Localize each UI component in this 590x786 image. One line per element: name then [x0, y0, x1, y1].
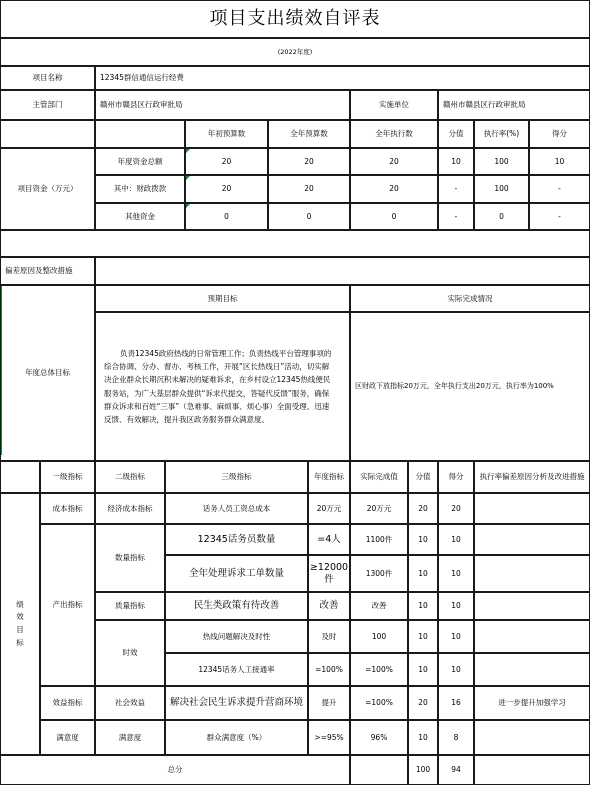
timely-row-2-l3: 12345话务人工接通率	[165, 653, 308, 686]
total-got: 94	[438, 755, 474, 785]
funds-label: 项目资金（万元）	[0, 148, 95, 230]
funds-row-total-score: 10	[438, 148, 474, 175]
cost-note	[474, 493, 590, 524]
funds-header-initial: 年初预算数	[185, 120, 268, 148]
quality-got: 10	[438, 592, 474, 620]
perf-header-target: 年度指标	[308, 461, 350, 493]
quantity-row-1-note	[474, 524, 590, 555]
funds-row-fiscal-got: -	[529, 175, 590, 203]
funds-row-other-initial: 0	[185, 203, 268, 230]
funds-row-fiscal-annual: 20	[268, 175, 350, 203]
timely-row-2-score: 10	[408, 653, 438, 686]
goals-expected-text	[95, 312, 350, 461]
funds-row-total-initial: 20	[185, 148, 268, 175]
funds-header-got: 得分	[529, 120, 590, 148]
funds-header-executed: 全年执行数	[350, 120, 438, 148]
benefit-l2: 社会效益	[95, 686, 165, 720]
expected-line: 反馈、有效解决，提升我区政务服务群众满意度。	[104, 414, 269, 424]
perf-header-actual: 实际完成值	[350, 461, 408, 493]
quantity-row-1-score: 10	[408, 524, 438, 555]
perf-header-note: 执行率偏差原因分析及改进措施	[474, 461, 590, 493]
timely-row-2-note	[474, 653, 590, 686]
perf-side-text: 绩效目标	[16, 599, 24, 647]
funds-row-fiscal-name: 其中：财政拨款	[95, 175, 185, 203]
timely-row-1-note	[474, 620, 590, 653]
satisfaction-target: >=95%	[308, 720, 350, 755]
quality-target: 改善	[308, 592, 350, 620]
expected-line: 服务站，为广大基层群众提供“诉求代提交，答疑代反馈”服务，确保	[104, 388, 330, 398]
funds-header-score: 分值	[438, 120, 474, 148]
cost-score: 20	[408, 493, 438, 524]
benefit-got: 16	[438, 686, 474, 720]
funds-row-total-got: 10	[529, 148, 590, 175]
funds-row-other-rate: 0	[474, 203, 529, 230]
total-note	[474, 755, 590, 785]
dept-label: 主管部门	[0, 90, 95, 120]
timely-row-1-actual: 100	[350, 620, 408, 653]
goals-expected-paragraph	[104, 347, 331, 426]
timely-row-2-actual: =100%	[350, 653, 408, 686]
timely-row-1-target: 及时	[308, 620, 350, 653]
benefit-note: 进一步提升加强学习	[474, 686, 590, 720]
perf-side-label	[0, 493, 40, 755]
perf-header-l1: 一级指标	[40, 461, 95, 493]
funds-row-total-name: 年度资金总额	[95, 148, 185, 175]
cost-got: 20	[438, 493, 474, 524]
funds-row-fiscal-executed: 20	[350, 175, 438, 203]
funds-row-other-name: 其他资金	[95, 203, 185, 230]
satisfaction-l2: 满意度	[95, 720, 165, 755]
funds-row-other-score: -	[438, 203, 474, 230]
funds-blank-1	[0, 120, 95, 148]
goals-expected-header: 预期目标	[95, 285, 350, 312]
funds-row-other-annual: 0	[268, 203, 350, 230]
total-blank	[350, 755, 408, 785]
quantity-row-1-target: =4人	[308, 524, 350, 555]
benefit-actual: =100%	[350, 686, 408, 720]
expected-line: 群众诉求和百姓“三事”（急难事、麻烦事、烦心事）全面受理、迅速	[104, 401, 330, 411]
benefit-l1: 效益指标	[40, 686, 95, 720]
cost-l3: 话务人员工资总成本	[165, 493, 308, 524]
quantity-row-2-score: 10	[408, 555, 438, 592]
unit-value: 赣州市赣县区行政审批局	[438, 90, 590, 120]
timely-row-1-got: 10	[438, 620, 474, 653]
expected-line: 综合协调、分办、督办、考核工作，开展“区长热线日”活动，切实解	[104, 362, 330, 372]
quality-l2: 质量指标	[95, 592, 165, 620]
expected-line: 负责12345政府热线的日常管理工作；负责热线平台管理事项的	[120, 349, 332, 359]
satisfaction-actual: 96%	[350, 720, 408, 755]
quantity-row-2-note	[474, 555, 590, 592]
perf-header-l2: 二级指标	[95, 461, 165, 493]
quantity-row-2-got: 10	[438, 555, 474, 592]
funds-row-other-got: -	[529, 203, 590, 230]
output-l1: 产出指标	[40, 524, 95, 686]
project-name-label: 项目名称	[0, 66, 95, 90]
quantity-row-1-l3: 12345话务员数量	[165, 524, 308, 555]
cost-target: 20万元	[308, 493, 350, 524]
quantity-row-2-target: ≥12000件	[308, 555, 350, 592]
funds-row-fiscal-rate: 100	[474, 175, 529, 203]
funds-row-fiscal-score: -	[438, 175, 474, 203]
deviation-value	[95, 257, 590, 285]
satisfaction-l1: 满意度	[40, 720, 95, 755]
unit-label: 实施单位	[350, 90, 438, 120]
total-score: 100	[408, 755, 438, 785]
benefit-target: 提升	[308, 686, 350, 720]
quality-score: 10	[408, 592, 438, 620]
goals-actual-header: 实际完成情况	[350, 285, 590, 312]
spacer-row	[0, 230, 590, 257]
goals-actual-text: 区财政下放指标20万元，全年执行支出20万元，执行率为100%	[350, 312, 590, 461]
expected-line: 决企业群众长期沉积未解决的疑难诉求，在乡村设立12345热线便民	[104, 375, 331, 385]
quantity-row-2-actual: 1300件	[350, 555, 408, 592]
funds-header-annual: 全年预算数	[268, 120, 350, 148]
perf-header-got: 得分	[438, 461, 474, 493]
timely-row-1-score: 10	[408, 620, 438, 653]
funds-row-other-executed: 0	[350, 203, 438, 230]
funds-row-total-rate: 100	[474, 148, 529, 175]
benefit-l3: 解决社会民生诉求提升营商环境	[165, 686, 308, 720]
funds-row-total-annual: 20	[268, 148, 350, 175]
funds-blank-2	[95, 120, 185, 148]
timely-row-2-got: 10	[438, 653, 474, 686]
satisfaction-score: 10	[408, 720, 438, 755]
total-label: 总分	[0, 755, 350, 785]
timely-row-2-target: =100%	[308, 653, 350, 686]
quality-l3: 民生类政策有待改善	[165, 592, 308, 620]
cost-actual: 20万元	[350, 493, 408, 524]
quantity-row-2-l3: 全年处理诉求工单数量	[165, 555, 308, 592]
project-name-value: 12345群信通信运行经费	[95, 66, 590, 90]
perf-header-blank	[0, 461, 40, 493]
benefit-score: 20	[408, 686, 438, 720]
year-label: (2022年度)	[0, 38, 590, 66]
cost-l1: 成本指标	[40, 493, 95, 524]
perf-header-score: 分值	[408, 461, 438, 493]
funds-row-fiscal-initial: 20	[185, 175, 268, 203]
cost-l2: 经济成本指标	[95, 493, 165, 524]
quantity-row-1-actual: 1100件	[350, 524, 408, 555]
satisfaction-l3: 群众满意度（%）	[165, 720, 308, 755]
satisfaction-note	[474, 720, 590, 755]
satisfaction-got: 8	[438, 720, 474, 755]
quantity-row-1-got: 10	[438, 524, 474, 555]
quality-note	[474, 592, 590, 620]
goals-label: 年度总体目标	[0, 285, 95, 461]
perf-header-l3: 三级指标	[165, 461, 308, 493]
funds-row-total-executed: 20	[350, 148, 438, 175]
dept-value: 赣州市赣县区行政审批局	[95, 90, 350, 120]
deviation-label: 偏差原因及整改措施	[0, 257, 95, 285]
funds-header-rate: 执行率(%)	[474, 120, 529, 148]
timely-l2: 时效	[95, 620, 165, 686]
timely-row-1-l3: 热线问题解决及时性	[165, 620, 308, 653]
sheet-title: 项目支出绩效自评表	[0, 0, 590, 38]
quality-actual: 改善	[350, 592, 408, 620]
quantity-l2: 数量指标	[95, 524, 165, 592]
